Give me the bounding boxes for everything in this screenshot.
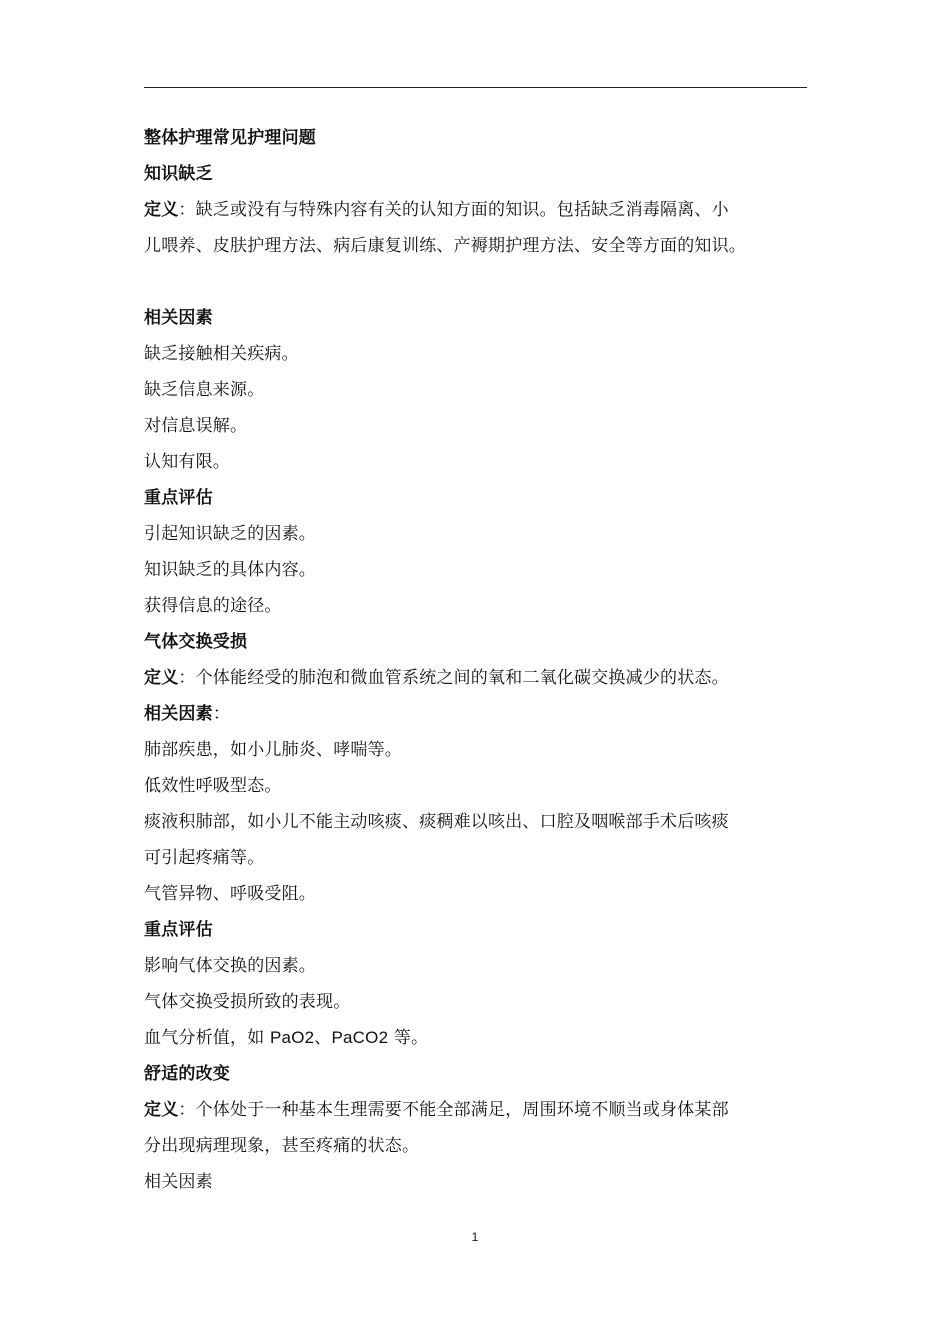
related-factors-label: 相关因素 <box>144 704 213 724</box>
definition-text: ：个体能经受的肺泡和微血管系统之间的氧和二氧化碳交换减少的状态。 <box>178 668 729 688</box>
definition-text: ：个体处于一种基本生理需要不能全部满足，周围环境不顺当或身体某部 <box>178 1100 729 1120</box>
related-factors-heading: 相关因素 <box>144 308 213 328</box>
list-item: 气体交换受损所致的表现。 <box>144 992 351 1012</box>
section-heading-gas-exchange: 气体交换受损 <box>144 632 248 652</box>
related-factors-heading <box>144 696 824 732</box>
list-item: 气管异物、呼吸受阻。 <box>144 884 316 904</box>
definition-paragraph <box>144 660 824 696</box>
definition-text: ：缺乏或没有与特殊内容有关的认知方面的知识。包括缺乏消毒隔离、小 <box>178 200 729 220</box>
blank-line <box>144 264 824 300</box>
list-item: 认知有限。 <box>144 452 230 472</box>
list-item-text: 等。 <box>388 1028 429 1048</box>
definition-label: 定义 <box>144 668 179 688</box>
list-item: 获得信息的途径。 <box>144 596 282 616</box>
page-number: 1 <box>471 1230 479 1244</box>
definition-text-cont: 分出现病理现象，甚至疼痛的状态。 <box>144 1136 420 1156</box>
blood-gas-values: PaO2、PaCO2 <box>270 1028 389 1047</box>
document-title: 整体护理常见护理问题 <box>144 128 316 148</box>
list-item: 影响气体交换的因素。 <box>144 956 316 976</box>
key-assessment-heading: 重点评估 <box>144 920 213 940</box>
definition-label: 定义 <box>144 200 179 220</box>
list-item: 痰液积肺部，如小儿不能主动咳痰、痰稠难以咳出、口腔及咽喉部手术后咳痰 <box>144 812 729 832</box>
list-item: 缺乏信息来源。 <box>144 380 265 400</box>
list-item: 缺乏接触相关疾病。 <box>144 344 299 364</box>
list-item <box>144 1020 824 1056</box>
list-item-text: 血气分析值，如 <box>144 1028 271 1048</box>
list-item: 低效性呼吸型态。 <box>144 776 282 796</box>
definition-paragraph <box>144 192 824 228</box>
document-body <box>144 120 824 1200</box>
list-item: 知识缺乏的具体内容。 <box>144 560 316 580</box>
header-rule <box>144 87 807 88</box>
definition-paragraph <box>144 1092 824 1128</box>
list-item: 可引起疼痛等。 <box>144 848 265 868</box>
colon: ： <box>212 704 231 724</box>
definition-label: 定义 <box>144 1100 179 1120</box>
section-heading-knowledge-deficit: 知识缺乏 <box>144 164 213 184</box>
section-heading-comfort: 舒适的改变 <box>144 1064 230 1084</box>
list-item: 肺部疾患，如小儿肺炎、哮喘等。 <box>144 740 402 760</box>
list-item: 引起知识缺乏的因素。 <box>144 524 316 544</box>
key-assessment-heading: 重点评估 <box>144 488 213 508</box>
definition-text-cont: 儿喂养、皮肤护理方法、病后康复训练、产褥期护理方法、安全等方面的知识。 <box>144 236 746 256</box>
list-item: 对信息误解。 <box>144 416 248 436</box>
related-factors-heading: 相关因素 <box>144 1172 213 1192</box>
